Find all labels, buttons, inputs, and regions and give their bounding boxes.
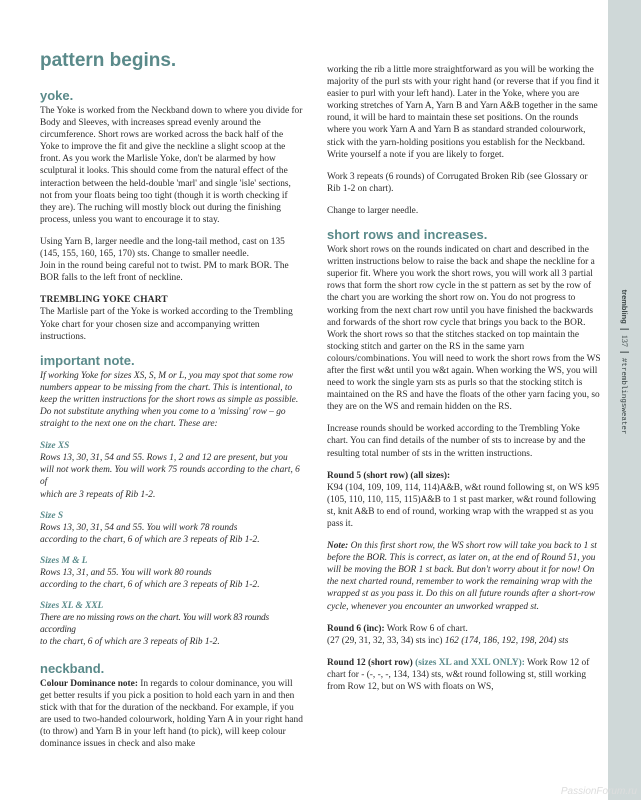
- note: [327, 540, 602, 613]
- size-line: according to the chart, 6 of which are 3 repeats of Rib 1-2.: [40, 580, 260, 591]
- round-6-total: 162 (174, 186, 192, 198, 204) sts: [442, 635, 569, 646]
- round-12-text: Work Row 12 of chart for - (-, -, -, 134, 134) sts, w&t round following st, still working from Row 12, but on WS with floats on WS,: [327, 657, 590, 693]
- size-label: Sizes XL & XXL: [40, 601, 104, 612]
- round-12-sizes: (sizes XL and XXL ONLY):: [415, 657, 525, 668]
- size-block: [40, 555, 303, 591]
- size-line: Rows 13, 30, 31, 54 and 55. Rows 1, 2 and 12 are present, but you: [40, 453, 288, 464]
- sidebar-label: [619, 290, 629, 435]
- size-block: [40, 600, 303, 648]
- short-rows-text: Work short rows on the rounds indicated on chart and described in the written instructions below to raise the back and shape the neckline for a superior fit. Where you work the short rows, you will work all 3 partial rows that form the short row cycle in the st pattern as set by the row of the chart you are working the short row on. You do not progress to working from the next chart row until you have finished the backwards and forwards of the short row cycle that brings you back to the BOR. Work the short rows so that the stitches stacked on top maintain the stocking stitch and garter on the RS in the same yarn colours/combinations. You will need to work the short rows from the WS after the first w&t until you w&t again. When working the WS, you will need to work the single yarn sts as purls so that the stocking stitch is maintained on the RS and have the floats of the other yarn facing you, so they are on the WS and remain hidden on the RS.: [327, 245, 601, 413]
- join-text: Join in the round being careful not to twist. PM to mark BOR. The BOR falls to the left front of neckline.: [40, 261, 289, 284]
- size-line: will not work them. You will work 75 rounds according to the chart, 6 of: [40, 465, 300, 488]
- round-5-label: Round 5 (short row) (all sizes):: [327, 470, 451, 481]
- brand-name: trembling: [620, 289, 629, 324]
- rib-instruction: Work 3 repeats (6 rounds) of Corrugated Broken Rib (see Glossary or Rib 1-2 on chart).: [327, 171, 588, 194]
- size-label: Sizes M & L: [40, 555, 88, 566]
- important-heading: important note.: [40, 352, 135, 368]
- round-12-label: Round 12 (short row): [327, 657, 416, 668]
- size-line: which are 3 repeats of Rib 1-2.: [40, 489, 156, 500]
- size-line: There are no missing rows on the chart. You will work 83 rounds according: [40, 613, 269, 636]
- cast-on-text: Using Yarn B, larger needle and the long-tail method, cast on 135 (145, 155, 160, 165, 170) sts. Change to smaller needle.: [40, 236, 285, 260]
- size-label: Size XS: [40, 441, 70, 452]
- round-5: [327, 470, 602, 530]
- size-line: Rows 13, 31, and 55. You will work 80 rounds: [40, 568, 212, 578]
- page-number: 137: [620, 329, 629, 353]
- round-6: [327, 623, 602, 647]
- yoke-heading: yoke.: [40, 88, 74, 103]
- size-line: Rows 13, 30, 31, 54 and 55. You will work 78 rounds: [40, 522, 238, 533]
- important-text: If working Yoke for sizes XS, S, M or L, you may spot that some row numbers appear to be missing from the chart. This is intentional, to keep the written instructions for the short rows as simple as possible. Do not substitute anything when you come to a 'missing' row – go straight to the next one on the chart. These are:: [40, 370, 299, 430]
- increase-text: Increase rounds should be worked according to the Trembling Yoke chart. You can find details of the number of sts to increase by and the resulting total number of sts in the written instructions.: [327, 424, 586, 459]
- size-block: [40, 440, 303, 500]
- right-column: [327, 64, 602, 703]
- size-line: to the chart, 6 of which are 3 repeats of Rib 1-2.: [40, 637, 220, 648]
- colour-dominance-label: Colour Dominance note:: [40, 678, 138, 689]
- round-6-inc: (27 (29, 31, 32, 33, 34) sts inc): [327, 635, 443, 646]
- short-rows-heading: short rows and increases.: [327, 227, 488, 243]
- chart-heading: TREMBLING YOKE CHART: [40, 295, 168, 306]
- round-6-text: Work Row 6 of chart.: [384, 623, 468, 634]
- hashtag: #tremblingsweater: [619, 357, 627, 435]
- chart-text: The Marlisle part of the Yoke is worked according to the Trembling Yoke chart for your chosen size and accompanying written instructions.: [40, 307, 293, 342]
- left-column: [40, 45, 303, 760]
- neckband-text: [40, 678, 303, 751]
- round-5-text: K94 (104, 109, 109, 114, 114)A&B, w&t round following st, on WS k95 (105, 110, 110, 115, 115)A&B to 1 st past marker, w&t round following st, knit A&B to end of round, working wrap with the wrapped st as you pass it.: [327, 482, 600, 529]
- round-12: [327, 657, 602, 693]
- note-label: Note:: [327, 541, 349, 552]
- size-line: according to the chart, 6 of which are 3 repeats of Rib 1-2.: [40, 534, 260, 545]
- colour-dominance-text: In regards to colour dominance, you will get better results if you pick a position to hold each yarn in and then stick with that for the duration of the neckband. For example, if you are used to two-handed colourwork, holding Yarn A in your right hand (to throw) and Yarn B in your left hand (to pick), will keep colour dominance issues in check and also make: [40, 678, 303, 750]
- rib-note: working the rib a little more straightforward as you will be working the majority of the purl sts with your right hand (or reverse that if you find it easier to purl with your left hand). Later in the Yoke, where you are working stretches of Yarn A, Yarn B and Yarn A&B together in the same round, it will be hard to maintain these set positions. On the rounds where you work Yarn A and Yarn B as standard stranded colourwork, stick with the yarn-holding positions you establish for the Neckband. Write yourself a note if you are likely to forget.: [327, 65, 600, 160]
- round-6-label: Round 6 (inc):: [327, 623, 385, 634]
- watermark: PassionForum.ru: [560, 786, 637, 797]
- page-title: pattern begins.: [40, 50, 177, 71]
- yoke-intro: The Yoke is worked from the Neckband down to where you divide for Body and Sleeves, with increases spread evenly around the circumference. Short rows are worked across the back half of the Yoke to improve the fit and give the neckline a slight scoop at the front. As you work the Marlisle Yoke, don't be alarmed by how sculptural it looks. This should come from the natural effect of the interaction between the held-double 'marl' and single 'isle' sections, not from your floats being too tight (though it is worth checking if they are). The ruching will mostly block out during the finishing process, unless you want to encourage it to stay.: [40, 106, 303, 225]
- size-label: Size S: [40, 510, 64, 521]
- needle-change: Change to larger needle.: [327, 205, 419, 216]
- size-block: [40, 510, 303, 546]
- note-text: On this first short row, the WS short row will take you back to 1 st before the BOR. This is correct, as later on, at the end of Round 51, you will be moving the BOR 1 st back. But don't worry about it for now! On the next charted round, remember to work the remaining wrap with the wrapped st as you pass it. Do this on all future rounds after a short-row cycle, whenever you encounter an unworked wrapped st.: [327, 541, 597, 612]
- neckband-heading: neckband.: [40, 660, 105, 676]
